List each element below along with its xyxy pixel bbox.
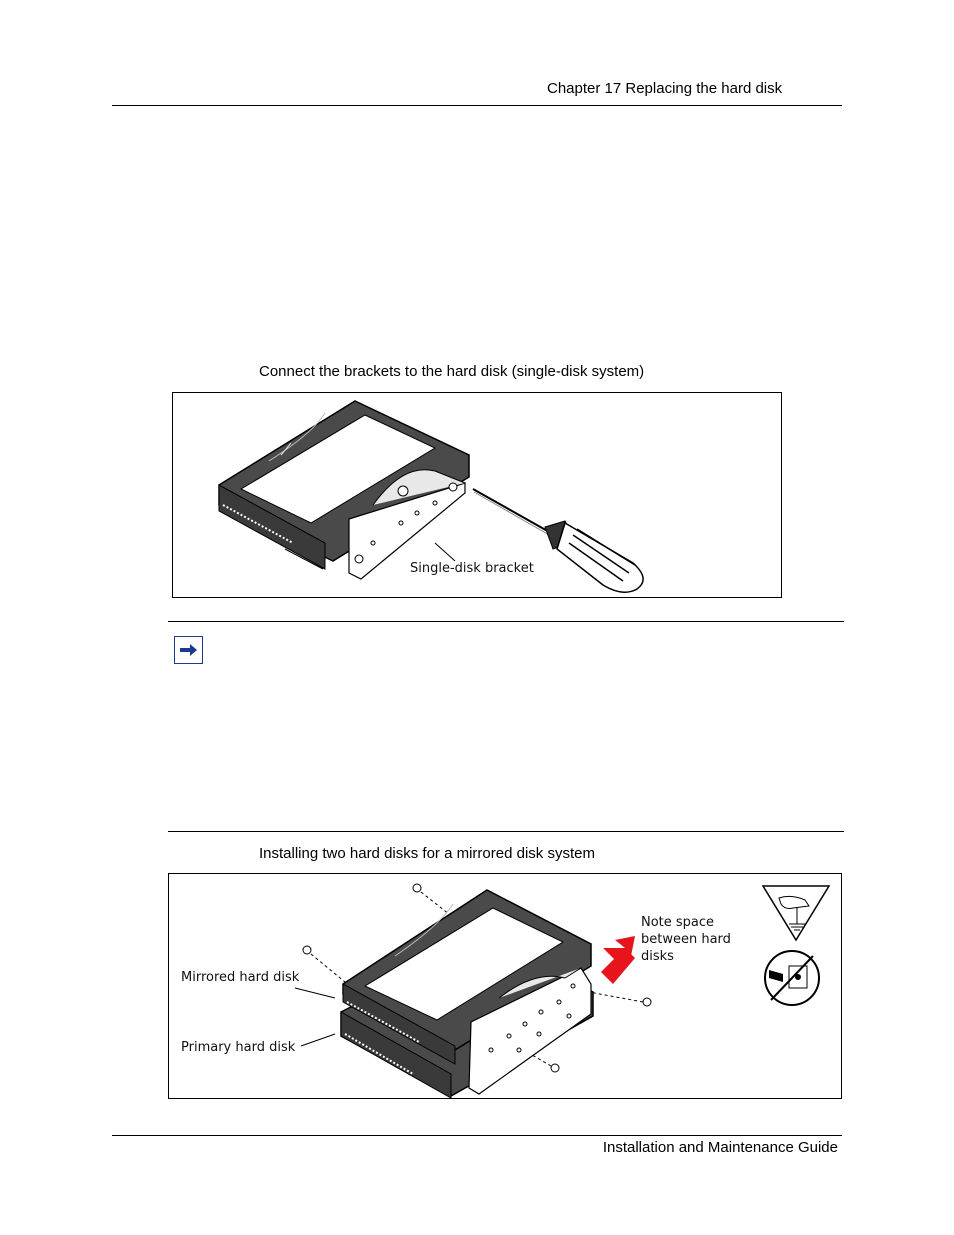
callout-line-3: disks — [641, 949, 674, 964]
note-space-callout — [641, 914, 731, 965]
figure2-illustration — [168, 873, 842, 1099]
primary-hard-disk-label: Primary hard disk — [181, 1040, 296, 1055]
single-disk-bracket-label: Single-disk bracket — [410, 561, 534, 576]
callout-line-2: between hard — [641, 932, 731, 947]
mirrored-hard-disk-label: Mirrored hard disk — [181, 970, 300, 985]
note-bottom-rule — [168, 831, 844, 832]
esd-warning-icon — [763, 886, 829, 940]
note-arrow-box — [174, 636, 203, 664]
mirrored-disk-drawing — [169, 874, 841, 1098]
header-rule — [112, 105, 842, 106]
note-top-rule — [168, 621, 844, 622]
figure1-caption: Connect the brackets to the hard disk (single-disk system) — [259, 363, 645, 380]
figure2-caption: Installing two hard disks for a mirrored disk system — [259, 845, 595, 862]
figure1-illustration — [172, 392, 782, 598]
running-header: Chapter 17 Replacing the hard disk — [547, 80, 783, 97]
arrow-right-icon — [175, 637, 202, 663]
unplug-power-icon — [765, 951, 819, 1005]
footer-rule — [112, 1135, 842, 1136]
callout-line-1: Note space — [641, 915, 715, 930]
running-footer: Installation and Maintenance Guide — [602, 1139, 838, 1156]
